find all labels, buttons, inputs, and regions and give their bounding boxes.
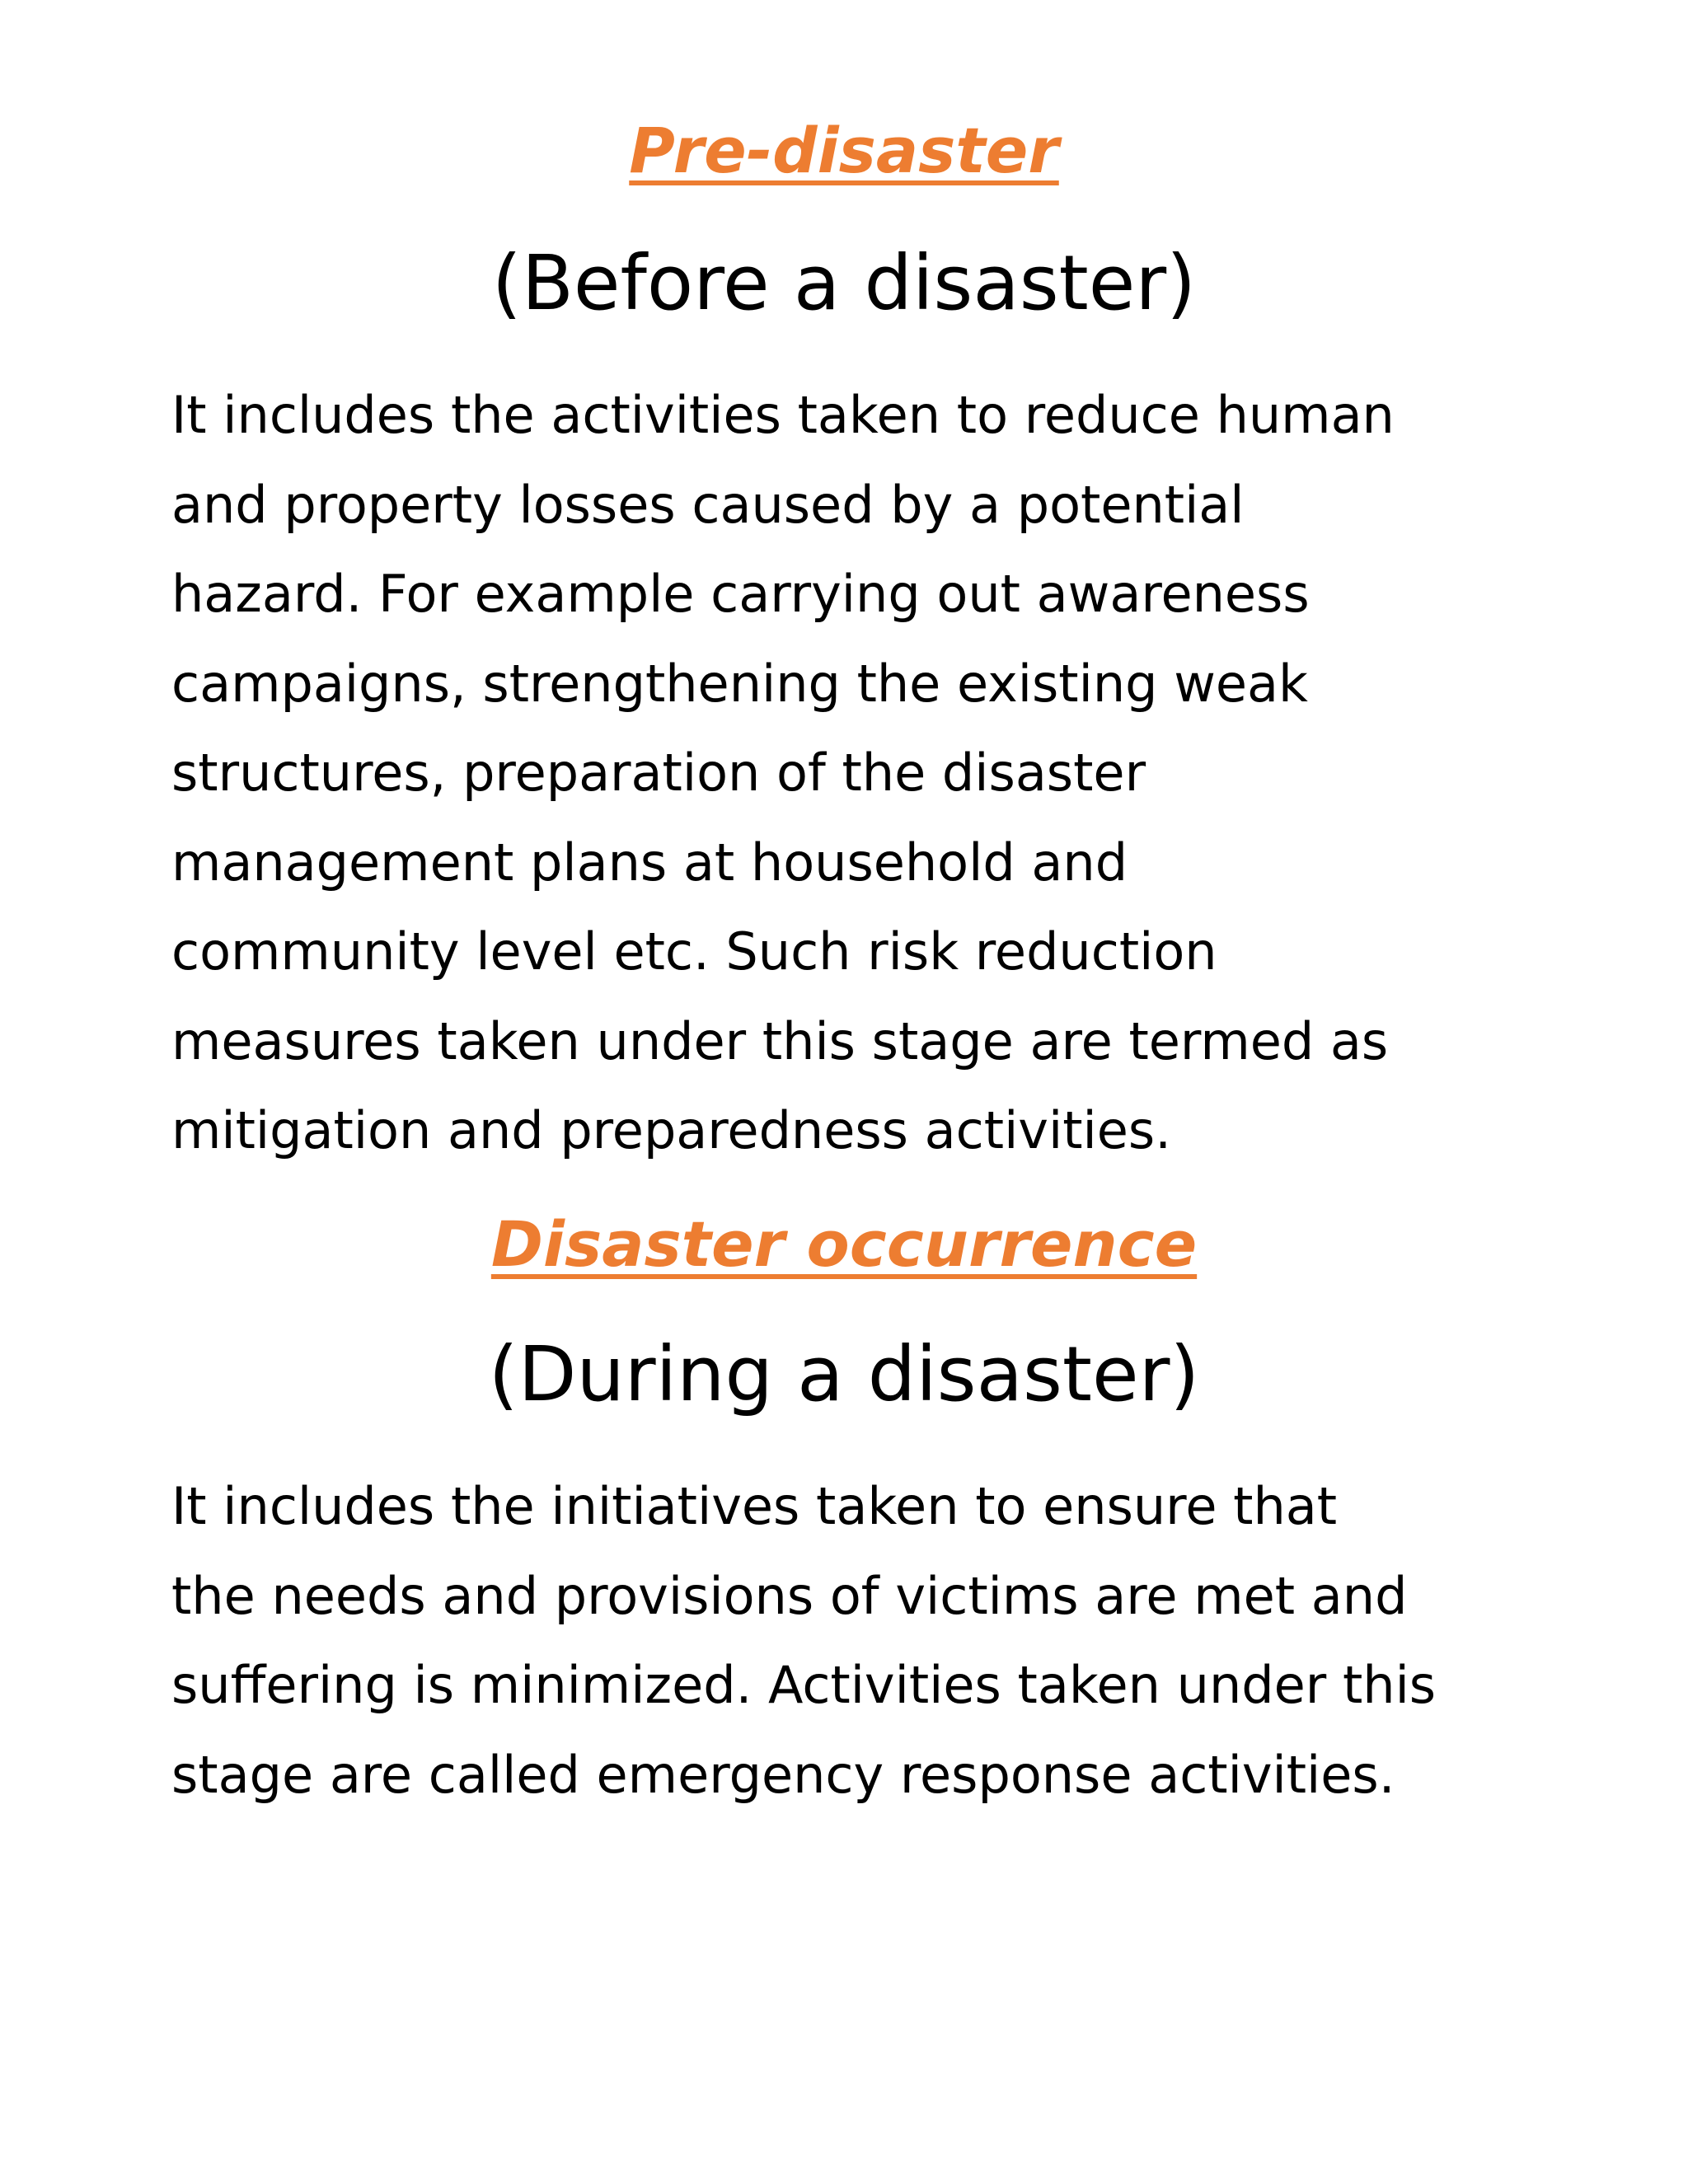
section-heading-text: Disaster occurrence <box>490 1207 1198 1281</box>
paragraph-line: community level etc. Such risk reduction <box>171 921 1217 982</box>
paragraph-line: structures, preparation of the disaster <box>171 743 1146 803</box>
section-heading-disaster-occurrence <box>0 1207 1688 1281</box>
paragraph-line: measures taken under this stage are termed as <box>171 1010 1389 1071</box>
section-subheading-during: (During a disaster) <box>488 1330 1200 1418</box>
paragraph-line: campaigns, strengthening the existing weak <box>171 653 1308 714</box>
paragraph-line: It includes the activities taken to reduce human <box>171 385 1395 445</box>
section-heading-text: Pre-disaster <box>629 114 1059 187</box>
section-heading-pre-disaster <box>0 114 1688 187</box>
paragraph-pre-disaster <box>171 371 1540 1176</box>
paragraph-line: suffering is minimized. Activities taken under this <box>171 1655 1437 1715</box>
paragraph-line: hazard. For example carrying out awareness <box>171 564 1310 624</box>
section-subheading-before: (Before a disaster) <box>491 239 1197 327</box>
paragraph-line: mitigation and preparedness activities. <box>171 1100 1171 1160</box>
paragraph-line: It includes the initiatives taken to ensure that <box>171 1476 1338 1536</box>
paragraph-line: stage are called emergency response activities. <box>171 1744 1395 1805</box>
paragraph-line: management plans at household and <box>171 832 1128 893</box>
paragraph-line: the needs and provisions of victims are met and <box>171 1565 1408 1626</box>
paragraph-line: and property losses caused by a potential <box>171 474 1245 535</box>
paragraph-disaster-occurrence <box>171 1462 1540 1820</box>
